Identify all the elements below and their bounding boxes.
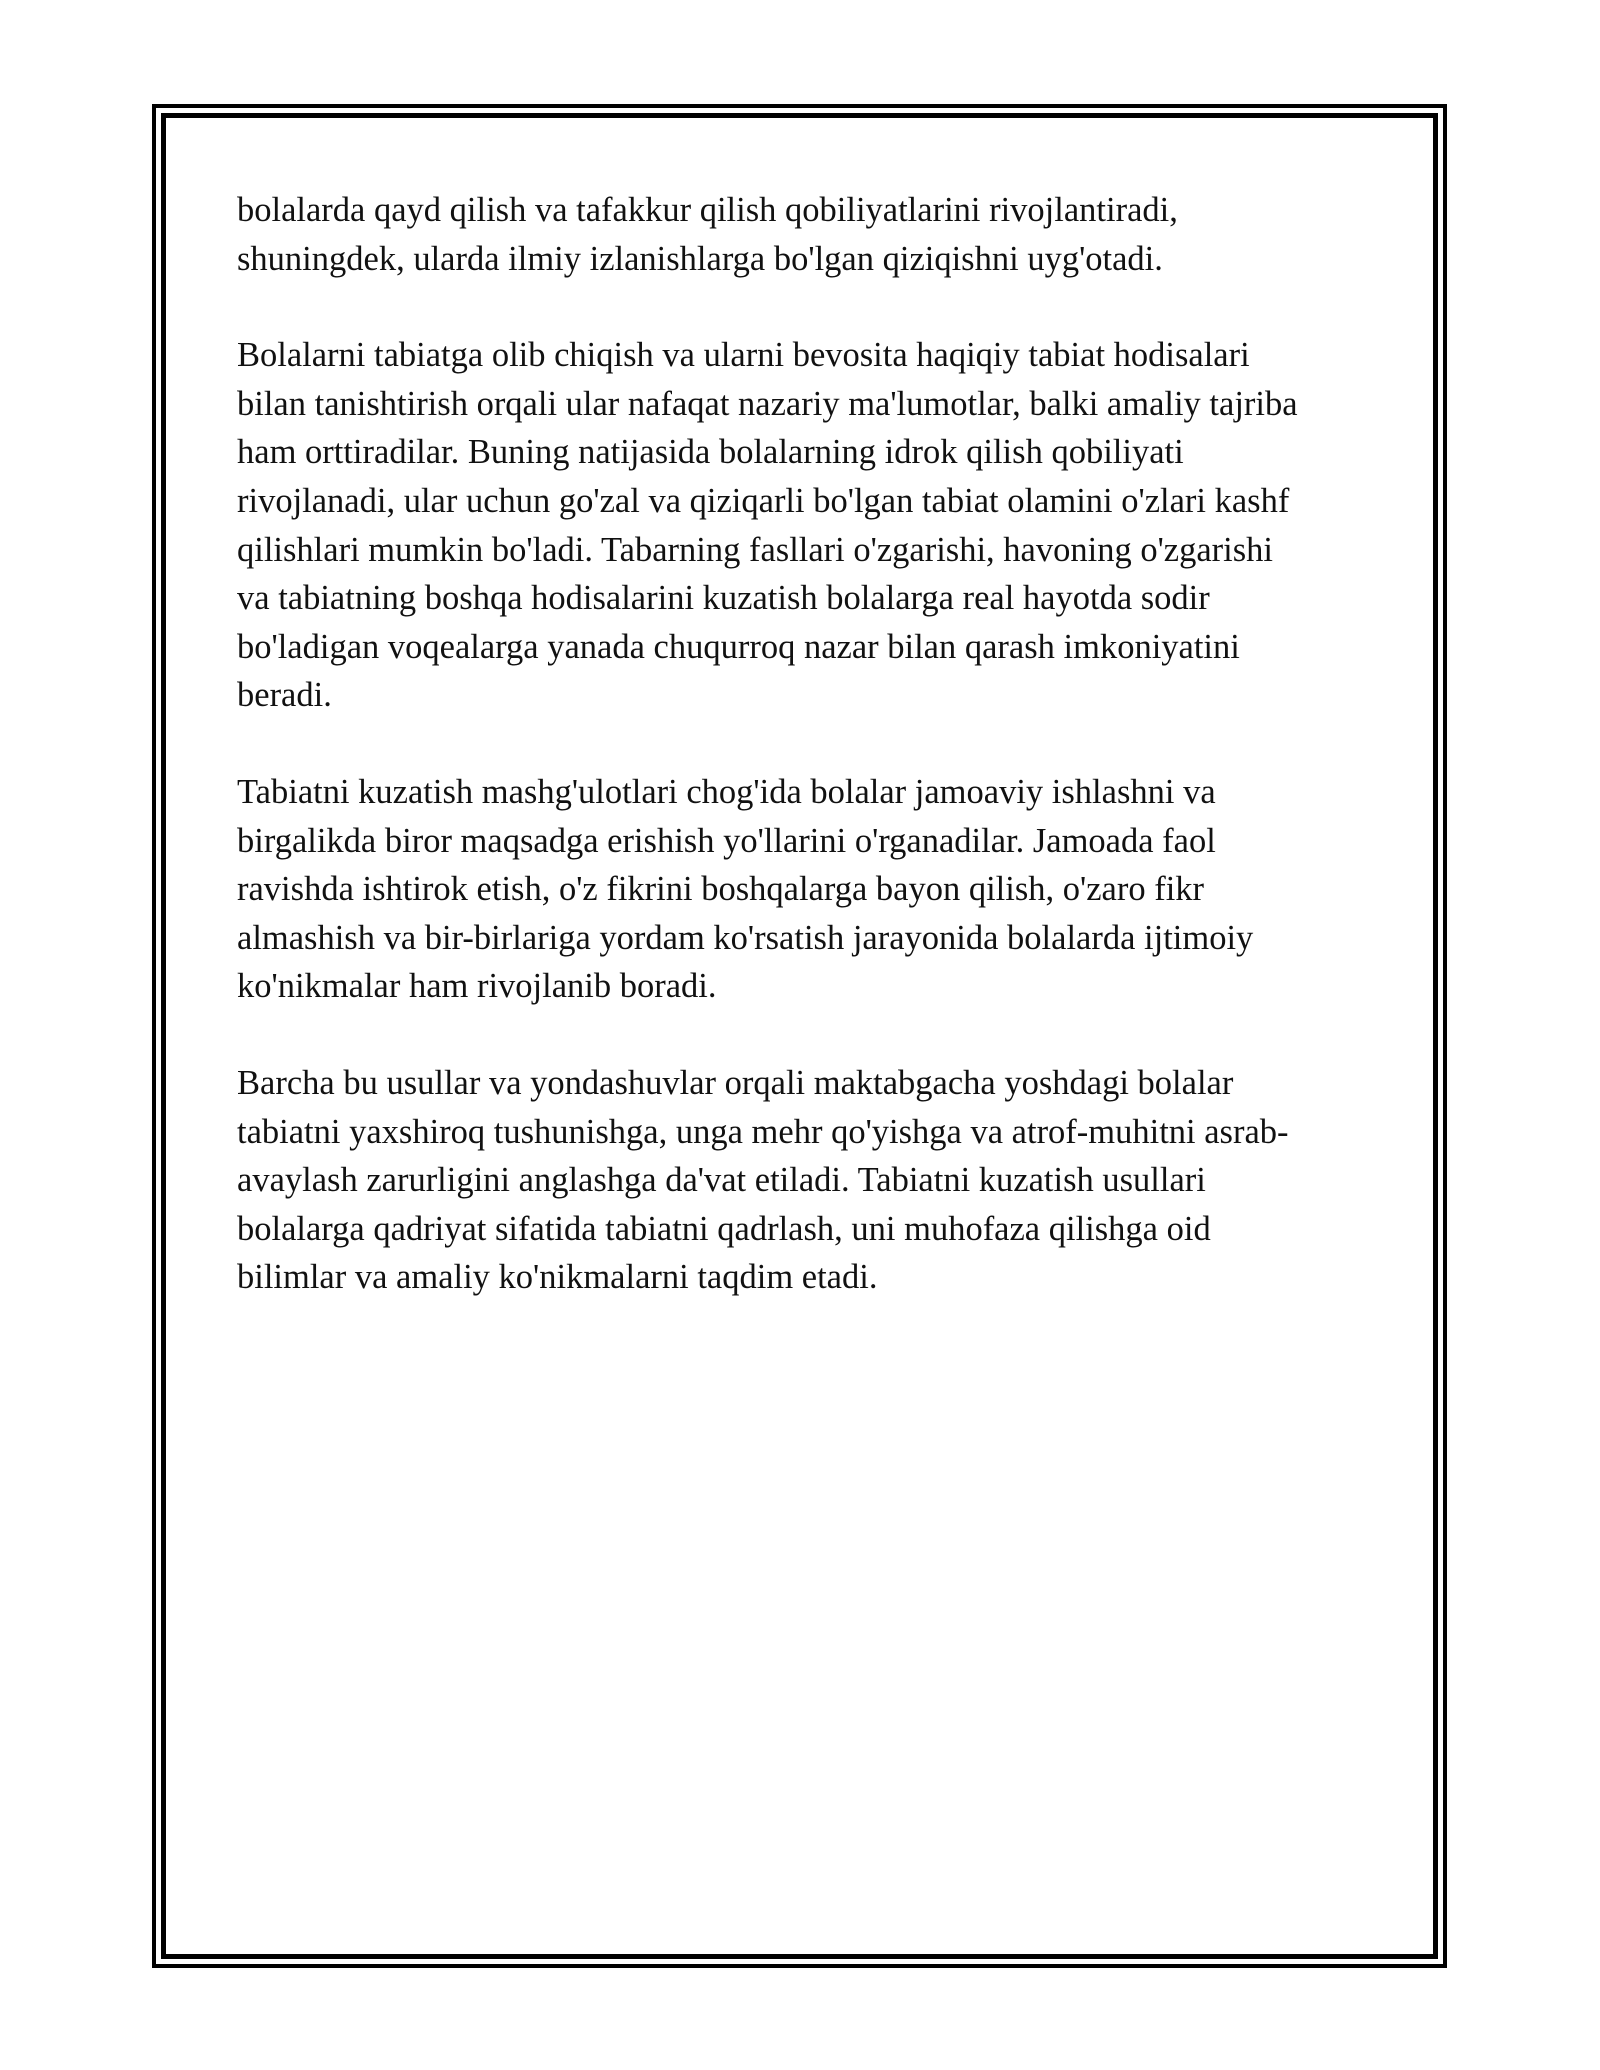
paragraph-1: bolalarda qayd qilish va tafakkur qilish qobiliyatlarini rivojlantiradi, shuningdek, ularda ilmiy izlanishlarga bo'lgan qiziqishni uyg'otadi. <box>237 191 1178 278</box>
paragraph-3: Tabiatni kuzatish mashg'ulotlari chog'ida bolalar jamoaviy ishlashni va birgalikda biror maqsadga erishish yo'llarini o'rganadilar. Jamoada faol ravishda ishtirok etish, o'z fikrini boshqalarga bayon qilish, o'zaro fikr almashish va bir-birlariga yordam ko'rsatish jarayonida bolalarda ijtimoiy ko'nikmalar ham rivojlanib boradi. <box>237 772 1254 1006</box>
paragraph-4: Barcha bu usullar va yondashuvlar orqali maktabgacha yoshdagi bolalar tabiatni yaxshiroq tushunishga, unga mehr qo'yishga va atrof-muhitni asrab- avaylash zarurligini anglashga da'vat etiladi. Tabiatni kuzatish usullari bolalarga qadriyat sifatida tabiatni qadrlash, uni muhofaza qilishga oid bilimlar va amaliy ko'nikmalarni taqdim etadi. <box>237 1063 1289 1297</box>
document-body <box>237 186 1387 1350</box>
paragraph-2: Bolalarni tabiatga olib chiqish va ularni bevosita haqiqiy tabiat hodisalari bilan tanishtirish orqali ular nafaqat nazariy ma'lumotlar, balki amaliy tajriba ham orttiradilar. Buning natijasida bolalarning idrok qilish qobiliyati rivojlanadi, ular uchun go'zal va qiziqarli bo'lgan tabiat olamini o'zlari kashf qilishlari mumkin bo'ladi. Tabarning fasllari o'zgarishi, havoning o'zgarishi va tabiatning boshqa hodisalarini kuzatish bolalarga real hayotda sodir bo'ladigan voqealarga yanada chuqurroq nazar bilan qarash imkoniyatini beradi. <box>237 336 1298 715</box>
